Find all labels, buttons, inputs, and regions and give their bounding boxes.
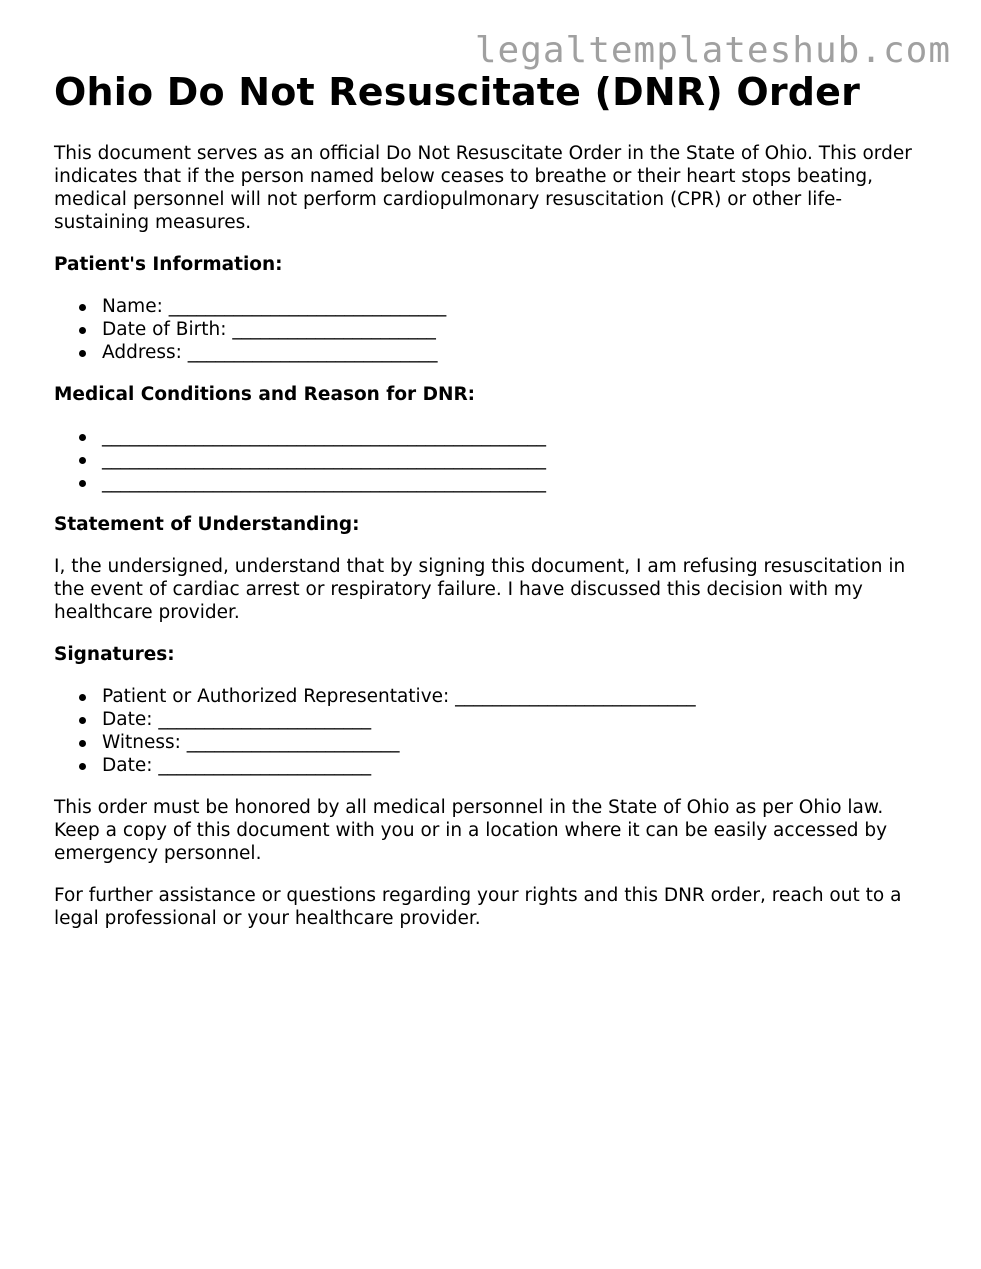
understanding-heading: Statement of Understanding:: [54, 514, 360, 535]
closing-paragraph-1: This order must be honored by all medical personnel in the State of Ohio as per Ohio law. Keep a copy of this document with you or in a location where it can be easily accessed by emergency personnel.: [54, 797, 888, 864]
patient-dob-field: Date of Birth: ______________________: [102, 318, 934, 341]
patient-name-field: Name: ______________________________: [102, 295, 934, 318]
closing-paragraph-2: For further assistance or questions regarding your rights and this DNR order, reach out to a legal professional or your healthcare provider.: [54, 885, 902, 929]
medical-condition-line: ________________________________________________: [102, 471, 934, 494]
signatures-heading: Signatures:: [54, 644, 175, 665]
medical-conditions-list: [54, 425, 934, 494]
signatures-list: [54, 685, 934, 777]
representative-signature-field: Patient or Authorized Representative: __________________________: [102, 685, 934, 708]
patient-info-list: [54, 295, 934, 364]
watermark: legaltemplateshub.com: [474, 30, 951, 71]
witness-date-field: Date: _______________________: [102, 754, 934, 777]
intro-paragraph: This document serves as an official Do Not Resuscitate Order in the State of Ohio. This order indicates that if the person named below ceases to breathe or their heart stops beating, medical personnel will not perform cardiopulmonary resuscitation (CPR) or other life-sustaining measures.: [54, 143, 912, 233]
medical-condition-line: ________________________________________________: [102, 448, 934, 471]
understanding-paragraph: I, the undersigned, understand that by signing this document, I am refusing resuscitation in the event of cardiac arrest or respiratory failure. I have discussed this decision with my healthcare provider.: [54, 556, 906, 623]
page-title: Ohio Do Not Resuscitate (DNR) Order: [54, 70, 861, 114]
representative-date-field: Date: _______________________: [102, 708, 934, 731]
patient-address-field: Address: ___________________________: [102, 341, 934, 364]
patient-info-heading: Patient's Information:: [54, 254, 283, 275]
medical-condition-line: ________________________________________________: [102, 425, 934, 448]
witness-signature-field: Witness: _______________________: [102, 731, 934, 754]
medical-conditions-heading: Medical Conditions and Reason for DNR:: [54, 384, 476, 405]
document-body: [54, 68, 934, 930]
